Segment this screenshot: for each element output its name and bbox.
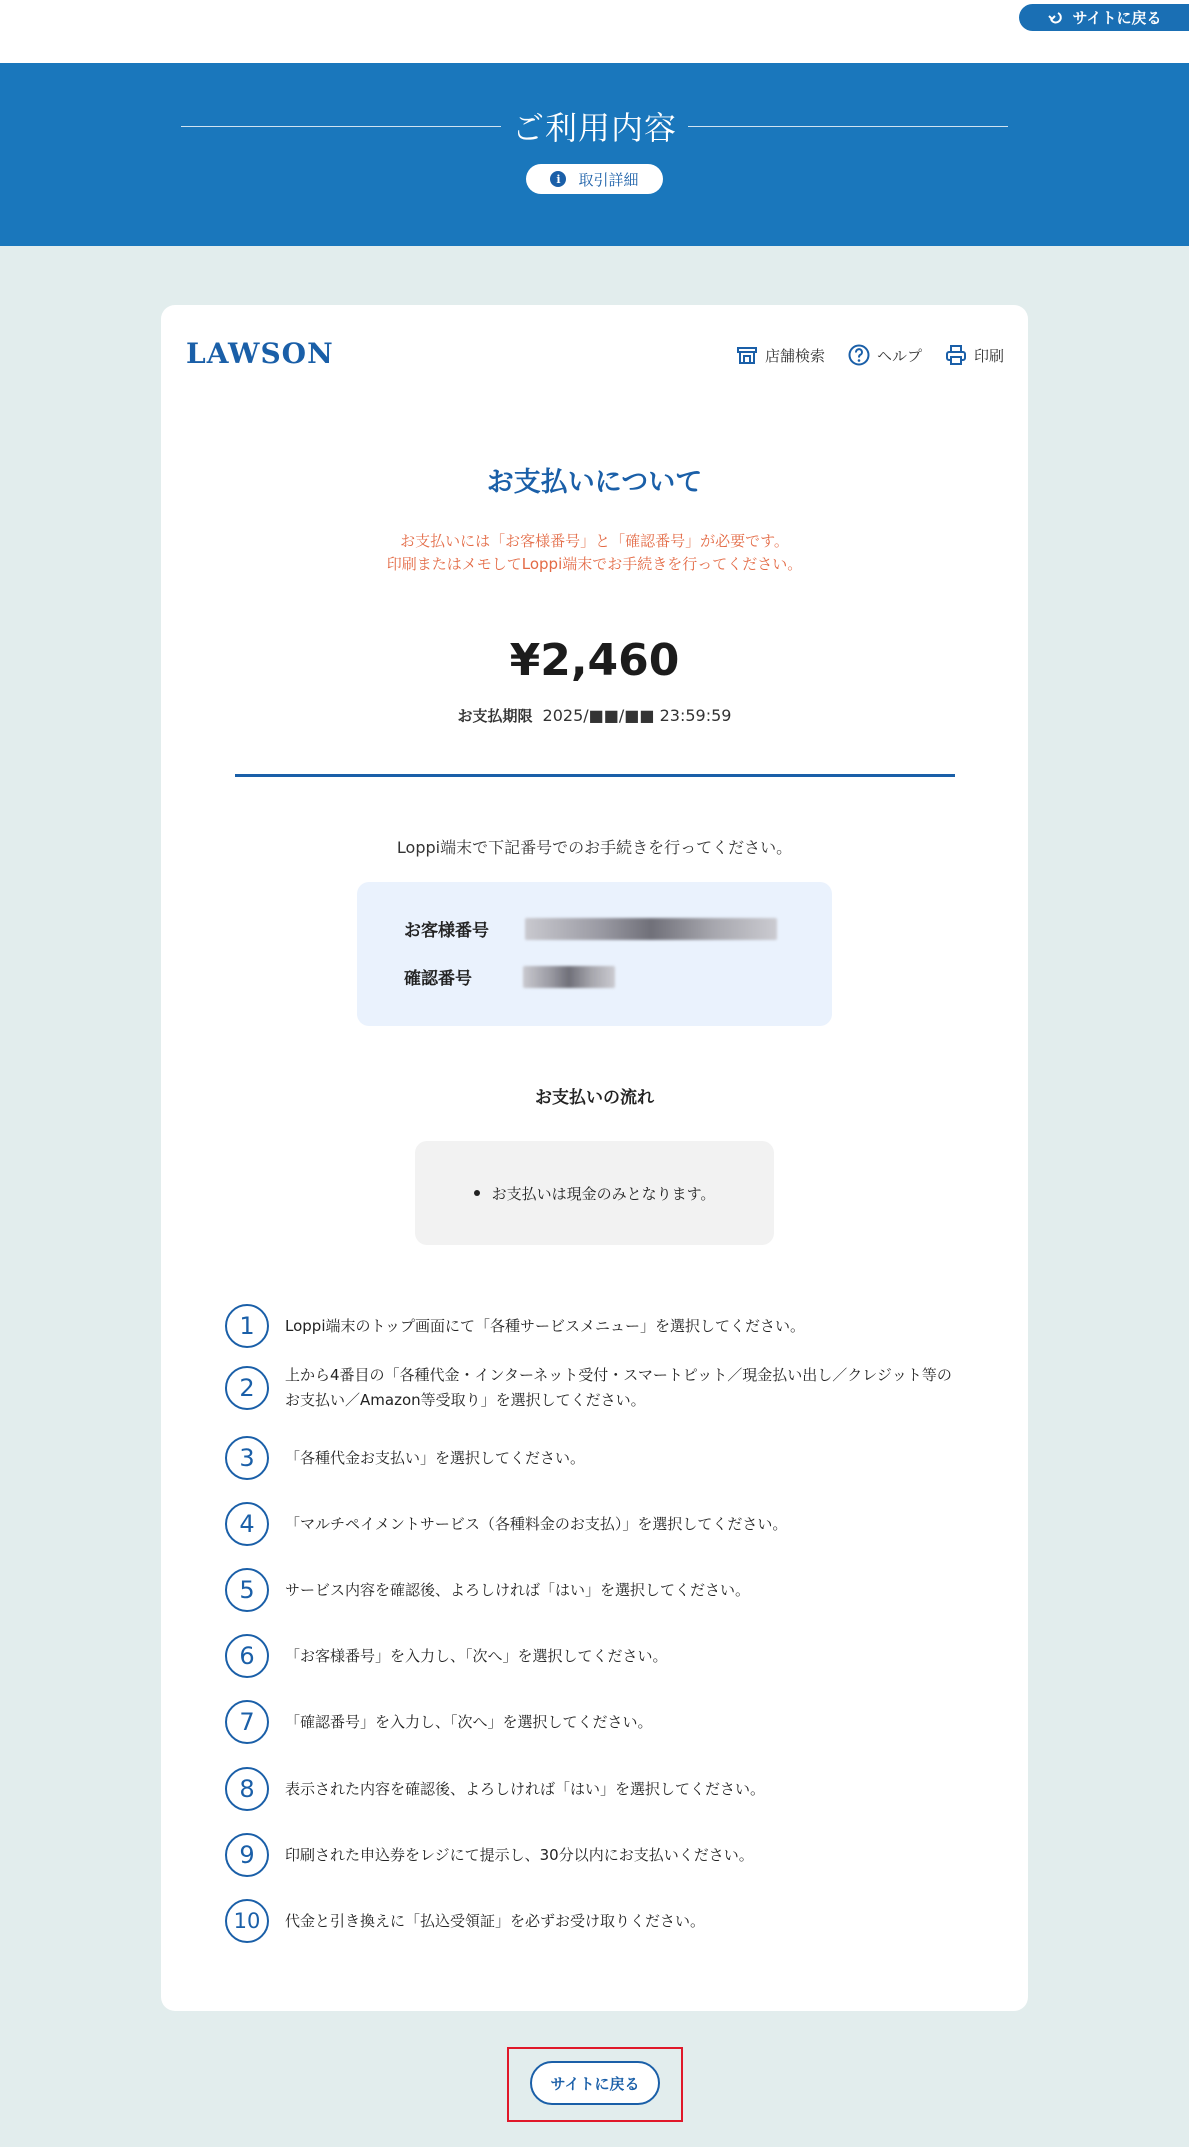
card-toolbar: [735, 343, 1004, 367]
step-text: 代金と引き換えに「払込受領証」を必ずお受け取りください。: [285, 1911, 706, 1930]
step-number: 5: [225, 1568, 269, 1612]
back-to-site-button-bottom[interactable]: [530, 2061, 660, 2105]
return-icon: [1047, 10, 1063, 26]
step-number: 6: [225, 1634, 269, 1678]
lawson-logo: LAWSON: [186, 337, 334, 370]
payment-heading: お支払いについて: [486, 467, 703, 498]
step-text: 「確認番号」を入力し、「次へ」を選択してください。: [285, 1712, 653, 1731]
notice-line-2: 印刷またはメモしてLoppi端末でお手続きを行ってください。: [386, 555, 803, 573]
print-label: 印刷: [973, 346, 1004, 365]
step-4: [225, 1502, 955, 1546]
step-number: 7: [225, 1700, 269, 1744]
info-icon: i: [550, 171, 566, 187]
payment-card: [161, 305, 1028, 2011]
print-link[interactable]: [944, 343, 1004, 367]
step-7: [225, 1700, 955, 1744]
transaction-detail-label: 取引詳細: [578, 170, 639, 189]
customer-number-value: [525, 918, 777, 940]
help-label: ヘルプ: [876, 346, 922, 365]
step-text: サービス内容を確認後、よろしければ「はい」を選択してください。: [285, 1580, 751, 1599]
customer-number-label: お客様番号: [404, 921, 489, 941]
top-bar: [0, 0, 1189, 63]
back-to-site-label: サイトに戻る: [550, 2074, 640, 2093]
step-number: 9: [225, 1833, 269, 1877]
step-number: 4: [225, 1502, 269, 1546]
confirm-number-row: [404, 964, 615, 989]
help-link[interactable]: [847, 343, 922, 367]
step-2: [225, 1363, 955, 1413]
step-9: [225, 1833, 955, 1877]
step-number: 2: [225, 1366, 269, 1410]
step-5: [225, 1568, 955, 1612]
store-search-link[interactable]: [735, 343, 825, 367]
back-to-site-button-top[interactable]: [1019, 4, 1189, 31]
page-title: ご利用内容: [511, 109, 677, 147]
section-divider: [235, 774, 955, 777]
cash-only-note-box: [415, 1141, 774, 1245]
step-text: 上から4番目の「各種代金・インターネット受付・スマートピット／現金払い出し／クレジット等のお支払い／Amazon等受取り」を選択してください。: [285, 1366, 952, 1409]
loppi-instruction: Loppi端末で下記番号でのお手続きを行ってください。: [396, 838, 793, 857]
customer-number-row: [404, 916, 777, 941]
bullet-dot: [474, 1190, 480, 1196]
payment-deadline: [161, 705, 1028, 726]
store-icon: [735, 343, 759, 367]
step-text: 表示された内容を確認後、よろしければ「はい」を選択してください。: [285, 1779, 766, 1798]
step-number: 10: [225, 1899, 269, 1943]
store-search-label: 店舗検索: [764, 346, 825, 365]
notice-line-1: お支払いには「お客様番号」と「確認番号」が必要です。: [400, 532, 789, 550]
transaction-detail-button[interactable]: [526, 164, 663, 194]
deadline-value: 2025/■■/■■ 23:59:59: [542, 706, 732, 725]
deadline-label: お支払期限: [457, 707, 533, 725]
step-text: 印刷された申込券をレジにて提示し、30分以内にお支払いください。: [285, 1845, 754, 1864]
step-6: [225, 1634, 955, 1678]
page-header: [0, 63, 1189, 246]
step-number: 8: [225, 1767, 269, 1811]
payment-amount: ¥2,460: [509, 635, 680, 686]
step-text: Loppi端末のトップ画面にて「各種サービスメニュー」を選択してください。: [285, 1316, 806, 1335]
cash-only-note: お支払いは現金のみとなります。: [491, 1184, 716, 1203]
payment-notice: [161, 530, 1028, 576]
back-to-site-label: サイトに戻る: [1072, 9, 1162, 27]
step-text: 「お客様番号」を入力し、「次へ」を選択してください。: [285, 1646, 668, 1665]
step-number: 3: [225, 1436, 269, 1480]
step-8: [225, 1767, 955, 1811]
step-10: [225, 1899, 955, 1943]
payment-numbers-box: [357, 882, 832, 1026]
step-3: [225, 1436, 955, 1480]
step-number: 1: [225, 1304, 269, 1348]
step-text: 「マルチペイメントサービス（各種料金のお支払）」を選択してください。: [285, 1514, 788, 1533]
step-1: [225, 1304, 955, 1348]
confirm-number-value: [523, 966, 615, 988]
step-text: 「各種代金お支払い」を選択してください。: [285, 1448, 586, 1467]
confirm-number-label: 確認番号: [404, 969, 472, 989]
help-icon: [847, 343, 871, 367]
payment-flow-heading: お支払いの流れ: [535, 1088, 654, 1108]
print-icon: [944, 343, 968, 367]
